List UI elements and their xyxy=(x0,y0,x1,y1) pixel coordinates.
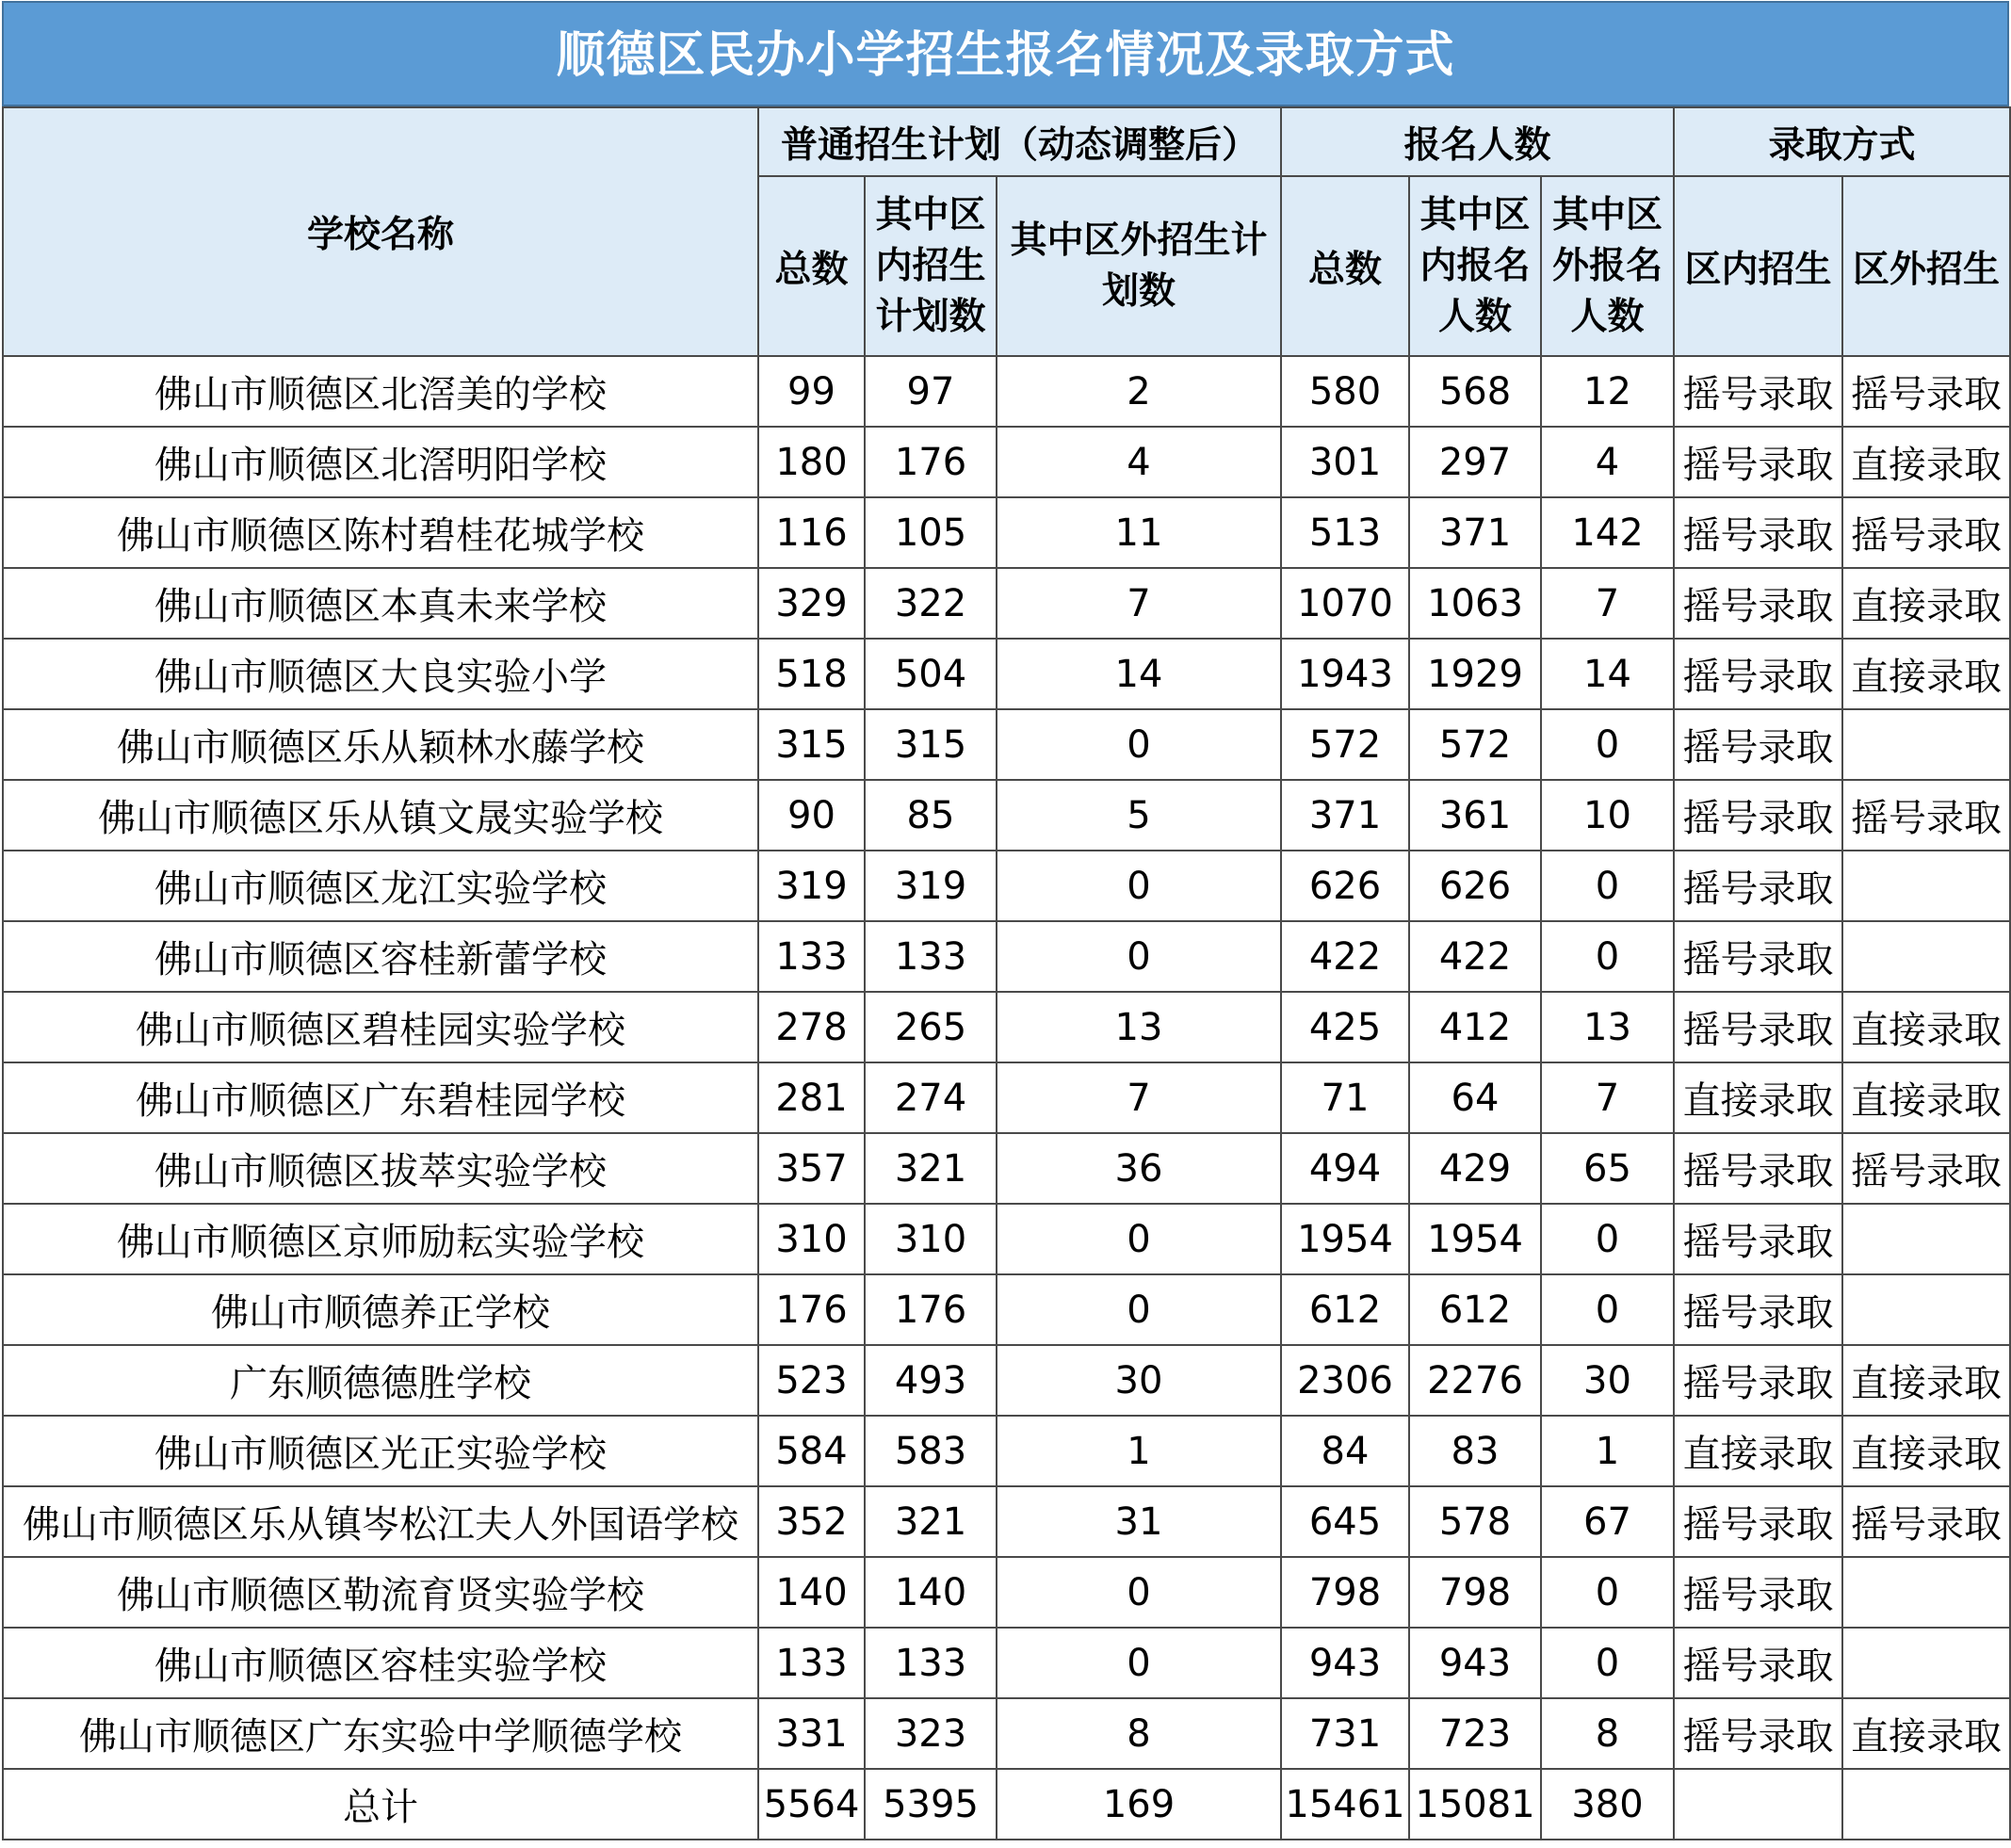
admit-out-cell xyxy=(1842,1769,2010,1840)
table-row xyxy=(3,1062,2010,1133)
header-school-name: 学校名称 xyxy=(3,107,758,356)
signup-total-cell: 494 xyxy=(1281,1133,1409,1204)
plan-out-cell: 13 xyxy=(997,992,1281,1062)
signup-total-cell: 2306 xyxy=(1281,1345,1409,1416)
admit-in-cell: 摇号录取 xyxy=(1674,427,1842,497)
plan-out-cell: 14 xyxy=(997,639,1281,709)
signup-total-cell: 1070 xyxy=(1281,568,1409,639)
signup-in-cell: 1063 xyxy=(1409,568,1541,639)
admit-in-cell: 摇号录取 xyxy=(1674,356,1842,427)
plan-in-cell: 140 xyxy=(865,1557,997,1628)
table-row xyxy=(3,497,2010,568)
admit-out-cell xyxy=(1842,1557,2010,1628)
admit-out-cell xyxy=(1842,1274,2010,1345)
signup-in-cell: 83 xyxy=(1409,1416,1541,1486)
admit-out-cell: 直接录取 xyxy=(1842,568,2010,639)
plan-in-cell: 323 xyxy=(865,1698,997,1769)
plan-total-cell: 176 xyxy=(758,1274,865,1345)
enrollment-table xyxy=(2,106,2011,1840)
signup-in-cell: 572 xyxy=(1409,709,1541,780)
signup-out-cell: 1 xyxy=(1541,1416,1674,1486)
plan-in-cell: 504 xyxy=(865,639,997,709)
plan-in-cell: 493 xyxy=(865,1345,997,1416)
plan-out-cell: 11 xyxy=(997,497,1281,568)
header-admit-out: 区外招生 xyxy=(1842,176,2010,356)
admit-out-cell: 直接录取 xyxy=(1842,992,2010,1062)
signup-out-cell: 142 xyxy=(1541,497,1674,568)
header-plan-total: 总数 xyxy=(758,176,865,356)
plan-total-cell: 315 xyxy=(758,709,865,780)
header-admit-in: 区内招生 xyxy=(1674,176,1842,356)
admit-in-cell: 摇号录取 xyxy=(1674,568,1842,639)
signup-total-cell: 425 xyxy=(1281,992,1409,1062)
signup-out-cell: 67 xyxy=(1541,1486,1674,1557)
plan-in-cell: 274 xyxy=(865,1062,997,1133)
plan-out-cell: 5 xyxy=(997,780,1281,851)
school-name-cell: 佛山市顺德区拔萃实验学校 xyxy=(3,1133,758,1204)
signup-out-cell: 0 xyxy=(1541,921,1674,992)
school-name-cell: 佛山市顺德区容桂新蕾学校 xyxy=(3,921,758,992)
signup-in-cell: 15081 xyxy=(1409,1769,1541,1840)
plan-out-cell: 31 xyxy=(997,1486,1281,1557)
admit-in-cell: 直接录取 xyxy=(1674,1416,1842,1486)
signup-in-cell: 612 xyxy=(1409,1274,1541,1345)
admit-in-cell: 摇号录取 xyxy=(1674,1486,1842,1557)
admit-in-cell: 摇号录取 xyxy=(1674,1557,1842,1628)
school-name-cell: 佛山市顺德区陈村碧桂花城学校 xyxy=(3,497,758,568)
plan-total-cell: 99 xyxy=(758,356,865,427)
admit-out-cell: 摇号录取 xyxy=(1842,780,2010,851)
plan-total-cell: 523 xyxy=(758,1345,865,1416)
signup-out-cell: 0 xyxy=(1541,851,1674,921)
admit-out-cell: 直接录取 xyxy=(1842,1698,2010,1769)
signup-total-cell: 84 xyxy=(1281,1416,1409,1486)
signup-in-cell: 422 xyxy=(1409,921,1541,992)
signup-total-cell: 1943 xyxy=(1281,639,1409,709)
plan-out-cell: 4 xyxy=(997,427,1281,497)
admit-out-cell xyxy=(1842,921,2010,992)
sheet-title: 顺德区民办小学招生报名情况及录取方式 xyxy=(2,1,2009,106)
plan-in-cell: 321 xyxy=(865,1133,997,1204)
signup-total-cell: 626 xyxy=(1281,851,1409,921)
admit-out-cell xyxy=(1842,1628,2010,1698)
table-row xyxy=(3,1698,2010,1769)
plan-total-cell: 140 xyxy=(758,1557,865,1628)
signup-total-cell: 731 xyxy=(1281,1698,1409,1769)
signup-in-cell: 798 xyxy=(1409,1557,1541,1628)
signup-in-cell: 371 xyxy=(1409,497,1541,568)
plan-out-cell: 36 xyxy=(997,1133,1281,1204)
plan-out-cell: 8 xyxy=(997,1698,1281,1769)
admit-out-cell: 直接录取 xyxy=(1842,1062,2010,1133)
plan-in-cell: 310 xyxy=(865,1204,997,1274)
signup-out-cell: 65 xyxy=(1541,1133,1674,1204)
plan-total-cell: 281 xyxy=(758,1062,865,1133)
signup-total-cell: 580 xyxy=(1281,356,1409,427)
plan-out-cell: 0 xyxy=(997,709,1281,780)
plan-total-cell: 133 xyxy=(758,921,865,992)
signup-in-cell: 2276 xyxy=(1409,1345,1541,1416)
school-name-cell: 佛山市顺德区京师励耘实验学校 xyxy=(3,1204,758,1274)
table-row xyxy=(3,1628,2010,1698)
admit-in-cell: 摇号录取 xyxy=(1674,1274,1842,1345)
signup-total-cell: 612 xyxy=(1281,1274,1409,1345)
signup-in-cell: 64 xyxy=(1409,1062,1541,1133)
signup-total-cell: 513 xyxy=(1281,497,1409,568)
school-name-cell: 佛山市顺德区碧桂园实验学校 xyxy=(3,992,758,1062)
plan-out-cell: 169 xyxy=(997,1769,1281,1840)
enrollment-sheet xyxy=(2,1,2009,1840)
admit-in-cell: 摇号录取 xyxy=(1674,1698,1842,1769)
table-row xyxy=(3,1204,2010,1274)
school-name-cell: 佛山市顺德区广东实验中学顺德学校 xyxy=(3,1698,758,1769)
plan-total-cell: 584 xyxy=(758,1416,865,1486)
signup-total-cell: 371 xyxy=(1281,780,1409,851)
plan-total-cell: 357 xyxy=(758,1133,865,1204)
plan-in-cell: 321 xyxy=(865,1486,997,1557)
admit-in-cell xyxy=(1674,1769,1842,1840)
plan-out-cell: 0 xyxy=(997,1274,1281,1345)
admit-out-cell xyxy=(1842,1204,2010,1274)
plan-in-cell: 265 xyxy=(865,992,997,1062)
school-name-cell: 佛山市顺德区乐从颖林水藤学校 xyxy=(3,709,758,780)
signup-in-cell: 1929 xyxy=(1409,639,1541,709)
table-row xyxy=(3,1486,2010,1557)
signup-in-cell: 361 xyxy=(1409,780,1541,851)
signup-total-cell: 71 xyxy=(1281,1062,1409,1133)
signup-in-cell: 412 xyxy=(1409,992,1541,1062)
plan-total-cell: 319 xyxy=(758,851,865,921)
admit-out-cell: 摇号录取 xyxy=(1842,1486,2010,1557)
table-row xyxy=(3,709,2010,780)
school-name-cell: 佛山市顺德区乐从镇文晟实验学校 xyxy=(3,780,758,851)
plan-out-cell: 0 xyxy=(997,1557,1281,1628)
school-name-cell: 总计 xyxy=(3,1769,758,1840)
signup-out-cell: 12 xyxy=(1541,356,1674,427)
plan-in-cell: 319 xyxy=(865,851,997,921)
plan-total-cell: 90 xyxy=(758,780,865,851)
signup-total-cell: 422 xyxy=(1281,921,1409,992)
plan-out-cell: 0 xyxy=(997,921,1281,992)
signup-out-cell: 0 xyxy=(1541,1557,1674,1628)
admit-in-cell: 摇号录取 xyxy=(1674,709,1842,780)
signup-total-cell: 798 xyxy=(1281,1557,1409,1628)
plan-out-cell: 0 xyxy=(997,851,1281,921)
admit-in-cell: 摇号录取 xyxy=(1674,1628,1842,1698)
table-row xyxy=(3,851,2010,921)
total-row xyxy=(3,1769,2010,1840)
plan-in-cell: 105 xyxy=(865,497,997,568)
table-row xyxy=(3,639,2010,709)
admit-in-cell: 摇号录取 xyxy=(1674,1133,1842,1204)
signup-in-cell: 1954 xyxy=(1409,1204,1541,1274)
table-row xyxy=(3,1416,2010,1486)
header-signup-out: 其中区外报名人数 xyxy=(1541,176,1674,356)
admit-in-cell: 摇号录取 xyxy=(1674,921,1842,992)
table-row xyxy=(3,780,2010,851)
admit-out-cell: 直接录取 xyxy=(1842,1416,2010,1486)
signup-total-cell: 301 xyxy=(1281,427,1409,497)
table-row xyxy=(3,1274,2010,1345)
admit-in-cell: 摇号录取 xyxy=(1674,992,1842,1062)
header-admission-group: 录取方式 xyxy=(1674,107,2010,176)
plan-in-cell: 97 xyxy=(865,356,997,427)
school-name-cell: 佛山市顺德养正学校 xyxy=(3,1274,758,1345)
signup-in-cell: 578 xyxy=(1409,1486,1541,1557)
plan-total-cell: 518 xyxy=(758,639,865,709)
school-name-cell: 佛山市顺德区北滘明阳学校 xyxy=(3,427,758,497)
plan-total-cell: 116 xyxy=(758,497,865,568)
plan-total-cell: 278 xyxy=(758,992,865,1062)
plan-out-cell: 0 xyxy=(997,1628,1281,1698)
admit-in-cell: 摇号录取 xyxy=(1674,497,1842,568)
table-row xyxy=(3,356,2010,427)
plan-in-cell: 133 xyxy=(865,1628,997,1698)
admit-in-cell: 摇号录取 xyxy=(1674,1204,1842,1274)
plan-in-cell: 176 xyxy=(865,1274,997,1345)
signup-out-cell: 30 xyxy=(1541,1345,1674,1416)
school-name-cell: 佛山市顺德区本真未来学校 xyxy=(3,568,758,639)
admit-in-cell: 摇号录取 xyxy=(1674,851,1842,921)
plan-total-cell: 352 xyxy=(758,1486,865,1557)
plan-total-cell: 180 xyxy=(758,427,865,497)
school-name-cell: 佛山市顺德区乐从镇岑松江夫人外国语学校 xyxy=(3,1486,758,1557)
plan-out-cell: 0 xyxy=(997,1204,1281,1274)
plan-in-cell: 583 xyxy=(865,1416,997,1486)
signup-out-cell: 10 xyxy=(1541,780,1674,851)
signup-out-cell: 0 xyxy=(1541,1274,1674,1345)
plan-out-cell: 7 xyxy=(997,1062,1281,1133)
signup-in-cell: 297 xyxy=(1409,427,1541,497)
school-name-cell: 佛山市顺德区北滘美的学校 xyxy=(3,356,758,427)
table-row xyxy=(3,992,2010,1062)
signup-out-cell: 8 xyxy=(1541,1698,1674,1769)
signup-out-cell: 0 xyxy=(1541,1204,1674,1274)
school-name-cell: 佛山市顺德区龙江实验学校 xyxy=(3,851,758,921)
signup-in-cell: 626 xyxy=(1409,851,1541,921)
table-body xyxy=(3,356,2010,1840)
plan-out-cell: 1 xyxy=(997,1416,1281,1486)
signup-out-cell: 13 xyxy=(1541,992,1674,1062)
table-row xyxy=(3,1557,2010,1628)
plan-total-cell: 310 xyxy=(758,1204,865,1274)
plan-in-cell: 133 xyxy=(865,921,997,992)
signup-out-cell: 380 xyxy=(1541,1769,1674,1840)
school-name-cell: 佛山市顺德区容桂实验学校 xyxy=(3,1628,758,1698)
table-row xyxy=(3,1345,2010,1416)
admit-out-cell: 直接录取 xyxy=(1842,1345,2010,1416)
signup-out-cell: 7 xyxy=(1541,568,1674,639)
signup-in-cell: 429 xyxy=(1409,1133,1541,1204)
admit-in-cell: 摇号录取 xyxy=(1674,639,1842,709)
school-name-cell: 佛山市顺德区光正实验学校 xyxy=(3,1416,758,1486)
table-row xyxy=(3,1133,2010,1204)
school-name-cell: 佛山市顺德区广东碧桂园学校 xyxy=(3,1062,758,1133)
admit-out-cell: 摇号录取 xyxy=(1842,1133,2010,1204)
admit-in-cell: 摇号录取 xyxy=(1674,1345,1842,1416)
plan-in-cell: 85 xyxy=(865,780,997,851)
header-plan-out: 其中区外招生计划数 xyxy=(997,176,1281,356)
plan-out-cell: 7 xyxy=(997,568,1281,639)
signup-out-cell: 0 xyxy=(1541,709,1674,780)
plan-out-cell: 30 xyxy=(997,1345,1281,1416)
header-signup-total: 总数 xyxy=(1281,176,1409,356)
signup-total-cell: 943 xyxy=(1281,1628,1409,1698)
plan-in-cell: 5395 xyxy=(865,1769,997,1840)
plan-total-cell: 331 xyxy=(758,1698,865,1769)
admit-out-cell: 直接录取 xyxy=(1842,639,2010,709)
admit-out-cell xyxy=(1842,709,2010,780)
school-name-cell: 佛山市顺德区大良实验小学 xyxy=(3,639,758,709)
plan-total-cell: 329 xyxy=(758,568,865,639)
header-plan-group: 普通招生计划（动态调整后） xyxy=(758,107,1281,176)
signup-total-cell: 1954 xyxy=(1281,1204,1409,1274)
signup-in-cell: 568 xyxy=(1409,356,1541,427)
admit-in-cell: 摇号录取 xyxy=(1674,780,1842,851)
signup-total-cell: 572 xyxy=(1281,709,1409,780)
signup-out-cell: 4 xyxy=(1541,427,1674,497)
admit-out-cell xyxy=(1842,851,2010,921)
signup-in-cell: 723 xyxy=(1409,1698,1541,1769)
header-signup-in: 其中区内报名人数 xyxy=(1409,176,1541,356)
plan-in-cell: 315 xyxy=(865,709,997,780)
school-name-cell: 广东顺德德胜学校 xyxy=(3,1345,758,1416)
plan-out-cell: 2 xyxy=(997,356,1281,427)
admit-out-cell: 摇号录取 xyxy=(1842,497,2010,568)
header-signup-group: 报名人数 xyxy=(1281,107,1674,176)
signup-out-cell: 0 xyxy=(1541,1628,1674,1698)
admit-out-cell: 摇号录取 xyxy=(1842,356,2010,427)
signup-total-cell: 645 xyxy=(1281,1486,1409,1557)
table-row xyxy=(3,568,2010,639)
plan-in-cell: 176 xyxy=(865,427,997,497)
plan-in-cell: 322 xyxy=(865,568,997,639)
header-plan-in: 其中区内招生计划数 xyxy=(865,176,997,356)
table-row xyxy=(3,921,2010,992)
plan-total-cell: 133 xyxy=(758,1628,865,1698)
signup-in-cell: 943 xyxy=(1409,1628,1541,1698)
school-name-cell: 佛山市顺德区勒流育贤实验学校 xyxy=(3,1557,758,1628)
signup-total-cell: 15461 xyxy=(1281,1769,1409,1840)
admit-in-cell: 直接录取 xyxy=(1674,1062,1842,1133)
plan-total-cell: 5564 xyxy=(758,1769,865,1840)
table-row xyxy=(3,427,2010,497)
signup-out-cell: 14 xyxy=(1541,639,1674,709)
signup-out-cell: 7 xyxy=(1541,1062,1674,1133)
admit-out-cell: 直接录取 xyxy=(1842,427,2010,497)
